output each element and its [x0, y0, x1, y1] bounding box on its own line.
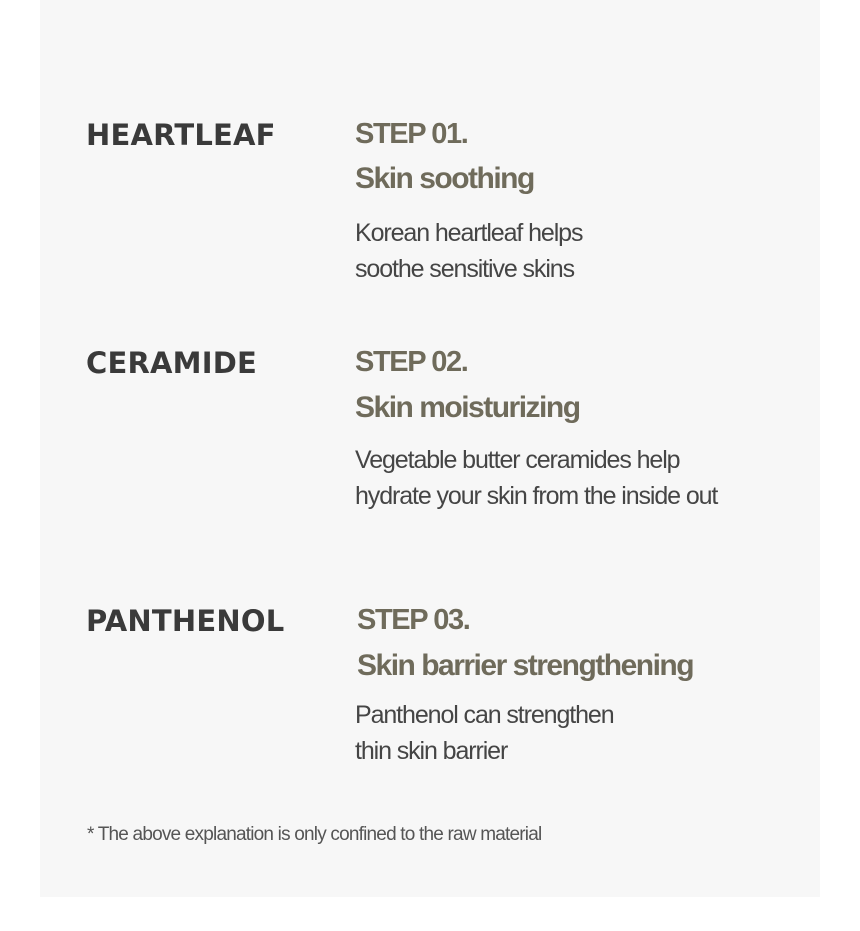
step-description-02-line-2: hydrate your skin from the inside out — [355, 482, 718, 510]
step-description-01-line-2: soothe sensitive skins — [355, 255, 574, 283]
step-description-03-line-2: thin skin barrier — [355, 737, 508, 765]
ingredient-name-ceramide: CERAMIDE — [86, 346, 257, 380]
ingredient-name-panthenol: PANTHENOL — [86, 604, 285, 638]
step-number-01: STEP 01. — [355, 118, 468, 150]
step-description-03-line-1: Panthenol can strengthen — [355, 701, 614, 729]
step-title-03: Skin barrier strengthening — [357, 649, 694, 682]
step-description-03 — [355, 697, 614, 769]
step-description-02 — [355, 442, 717, 514]
step-description-01 — [355, 215, 582, 287]
step-number-03: STEP 03. — [357, 604, 470, 636]
step-description-01-line-1: Korean heartleaf helps — [355, 219, 583, 247]
step-number-02: STEP 02. — [355, 346, 468, 378]
step-title-01: Skin soothing — [355, 162, 534, 195]
raw-material-disclaimer: * The above explanation is only confined to the raw material — [87, 824, 542, 845]
ingredient-name-heartleaf: HEARTLEAF — [86, 118, 276, 152]
step-title-02: Skin moisturizing — [355, 391, 580, 424]
step-description-02-line-1: Vegetable butter ceramides help — [355, 446, 680, 474]
